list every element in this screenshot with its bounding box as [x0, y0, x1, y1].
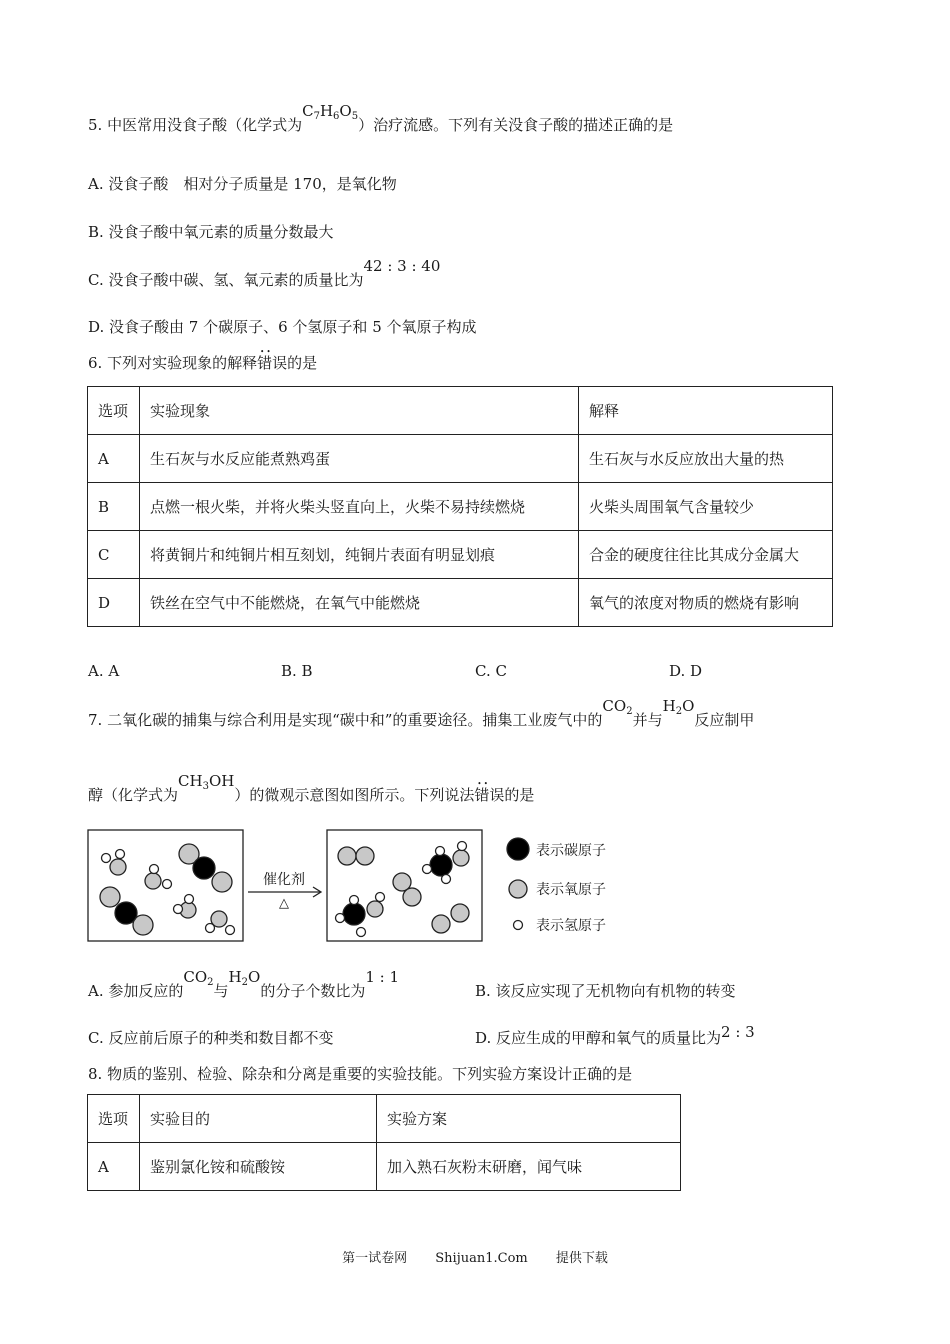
q7-option-a: A. 参加反应的$CO_2$与$H_2O$的分子个数比为1 : 1 — [88, 968, 400, 1000]
oxygen-legend-icon — [509, 880, 527, 898]
footer-right: 提供下载 — [555, 1251, 608, 1266]
legend-carbon: 表示碳原子 — [536, 843, 606, 859]
header-cell: 实验现象 — [140, 387, 579, 435]
table-cell: C — [88, 531, 140, 579]
table-cell: 点燃一根火柴，并将火柴头竖直向上，火柴不易持续燃烧 — [140, 483, 579, 531]
table-cell: A — [88, 1143, 140, 1191]
q6-table — [87, 386, 833, 627]
page-footer — [0, 1247, 950, 1266]
table-cell: 生石灰与水反应放出大量的热 — [579, 435, 833, 483]
q6-choices — [88, 662, 868, 682]
q6-choice-b: B. B — [281, 662, 313, 680]
table-cell: 氧气的浓度对物质的燃烧有影响 — [579, 579, 833, 627]
carbon-legend-icon — [507, 838, 529, 860]
ch3oh-formula: $CH_3OH$ — [178, 772, 235, 792]
table-cell: 铁丝在空气中不能燃烧，在氧气中能燃烧 — [140, 579, 579, 627]
table-header-row — [88, 387, 833, 435]
table-cell: 生石灰与水反应能煮熟鸡蛋 — [140, 435, 579, 483]
table-cell: 火柴头周围氧气含量较少 — [579, 483, 833, 531]
heat-label: △ — [279, 896, 289, 911]
table-row — [88, 435, 833, 483]
table-header-row — [88, 1095, 681, 1143]
q8-table — [87, 1094, 681, 1191]
q6-stem: 6. 下列对实验现象的解释• • 错误的是 — [88, 353, 317, 373]
table-row — [88, 531, 833, 579]
gallic-acid-formula: $C_7H_6O_5$ — [302, 102, 359, 122]
q7-line1: 7. 二氧化碳的捕集与综合利用是实现“碳中和”的重要途径。捕集工业废气中的$CO_2$并与$H_2O$反应制甲 — [88, 697, 755, 729]
q8-stem: 8. 物质的鉴别、检验、除杂和分离是重要的实验技能。下列实验方案设计正确的是 — [88, 1065, 633, 1083]
table-cell: 鉴别氯化铵和硫酸铵 — [140, 1143, 377, 1191]
footer-left: 第一试卷网 — [342, 1251, 408, 1266]
table-row — [88, 579, 833, 627]
q7-line2: 醇（化学式为$CH_3OH$）的微观示意图如图所示。下列说法• • 错误的是 — [88, 785, 534, 811]
header-cell: 选项 — [88, 387, 140, 435]
q6-choice-d: D. D — [669, 662, 703, 680]
q5-ratio: 42 : 3 : 40 — [363, 257, 441, 275]
q7-ratio-d: 2 : 3 — [721, 1023, 755, 1041]
co2-formula: $CO_2$ — [602, 697, 633, 717]
table-cell: 合金的硬度往往比其成分金属大 — [579, 531, 833, 579]
footer-site: Shijuan1.Com — [435, 1251, 528, 1266]
q5-option-b: B. 没食子酸中氧元素的质量分数最大 — [88, 223, 334, 241]
h2o-formula: $H_2O$ — [662, 697, 695, 717]
q7-option-d: D. 反应生成的甲醇和氧气的质量比为2 : 3 — [475, 1023, 755, 1047]
header-cell: 实验方案 — [377, 1095, 681, 1143]
table-row — [88, 1143, 681, 1191]
hydrogen-legend-icon — [514, 921, 523, 930]
table-cell: B — [88, 483, 140, 531]
header-cell: 选项 — [88, 1095, 140, 1143]
q6-choice-c: C. C — [475, 662, 507, 680]
co2-formula: $CO_2$ — [183, 968, 214, 988]
q7-emphasis: • • 错误 — [474, 785, 504, 805]
table-cell: A — [88, 435, 140, 483]
q5-stem: 5. 中医常用没食子酸（化学式为$C_7H_6O_5$）治疗流感。下列有关没食子酸的描述正确的是 — [88, 102, 674, 134]
legend-hydrogen: 表示氢原子 — [536, 918, 606, 934]
table-cell: 将黄铜片和纯铜片相互刻划，纯铜片表面有明显划痕 — [140, 531, 579, 579]
reaction-diagram — [86, 828, 646, 946]
table-cell: D — [88, 579, 140, 627]
h2o-formula: $H_2O$ — [228, 968, 261, 988]
table-row — [88, 483, 833, 531]
q5-option-a: A. 没食子酸 相对分子质量是 170，是氧化物 — [88, 175, 397, 193]
q7-option-b: B. 该反应实现了无机物向有机物的转变 — [475, 982, 736, 1000]
q5-option-d: D. 没食子酸由 7 个碳原子、6 个氢原子和 5 个氧原子构成 — [88, 318, 477, 336]
q5-option-c: C. 没食子酸中碳、氢、氧元素的质量比为42 : 3 : 40 — [88, 257, 441, 289]
q6-choice-a: A. A — [88, 662, 120, 680]
catalyst-label: 催化剂 — [263, 872, 305, 888]
header-cell: 实验目的 — [140, 1095, 377, 1143]
legend-oxygen: 表示氧原子 — [536, 882, 606, 898]
q6-emphasis: • • 错误 — [257, 353, 287, 373]
table-cell: 加入熟石灰粉末研磨，闻气味 — [377, 1143, 681, 1191]
q7-ratio-a: 1 : 1 — [365, 968, 400, 986]
q7-option-c: C. 反应前后原子的种类和数目都不变 — [88, 1029, 334, 1047]
header-cell: 解释 — [579, 387, 833, 435]
